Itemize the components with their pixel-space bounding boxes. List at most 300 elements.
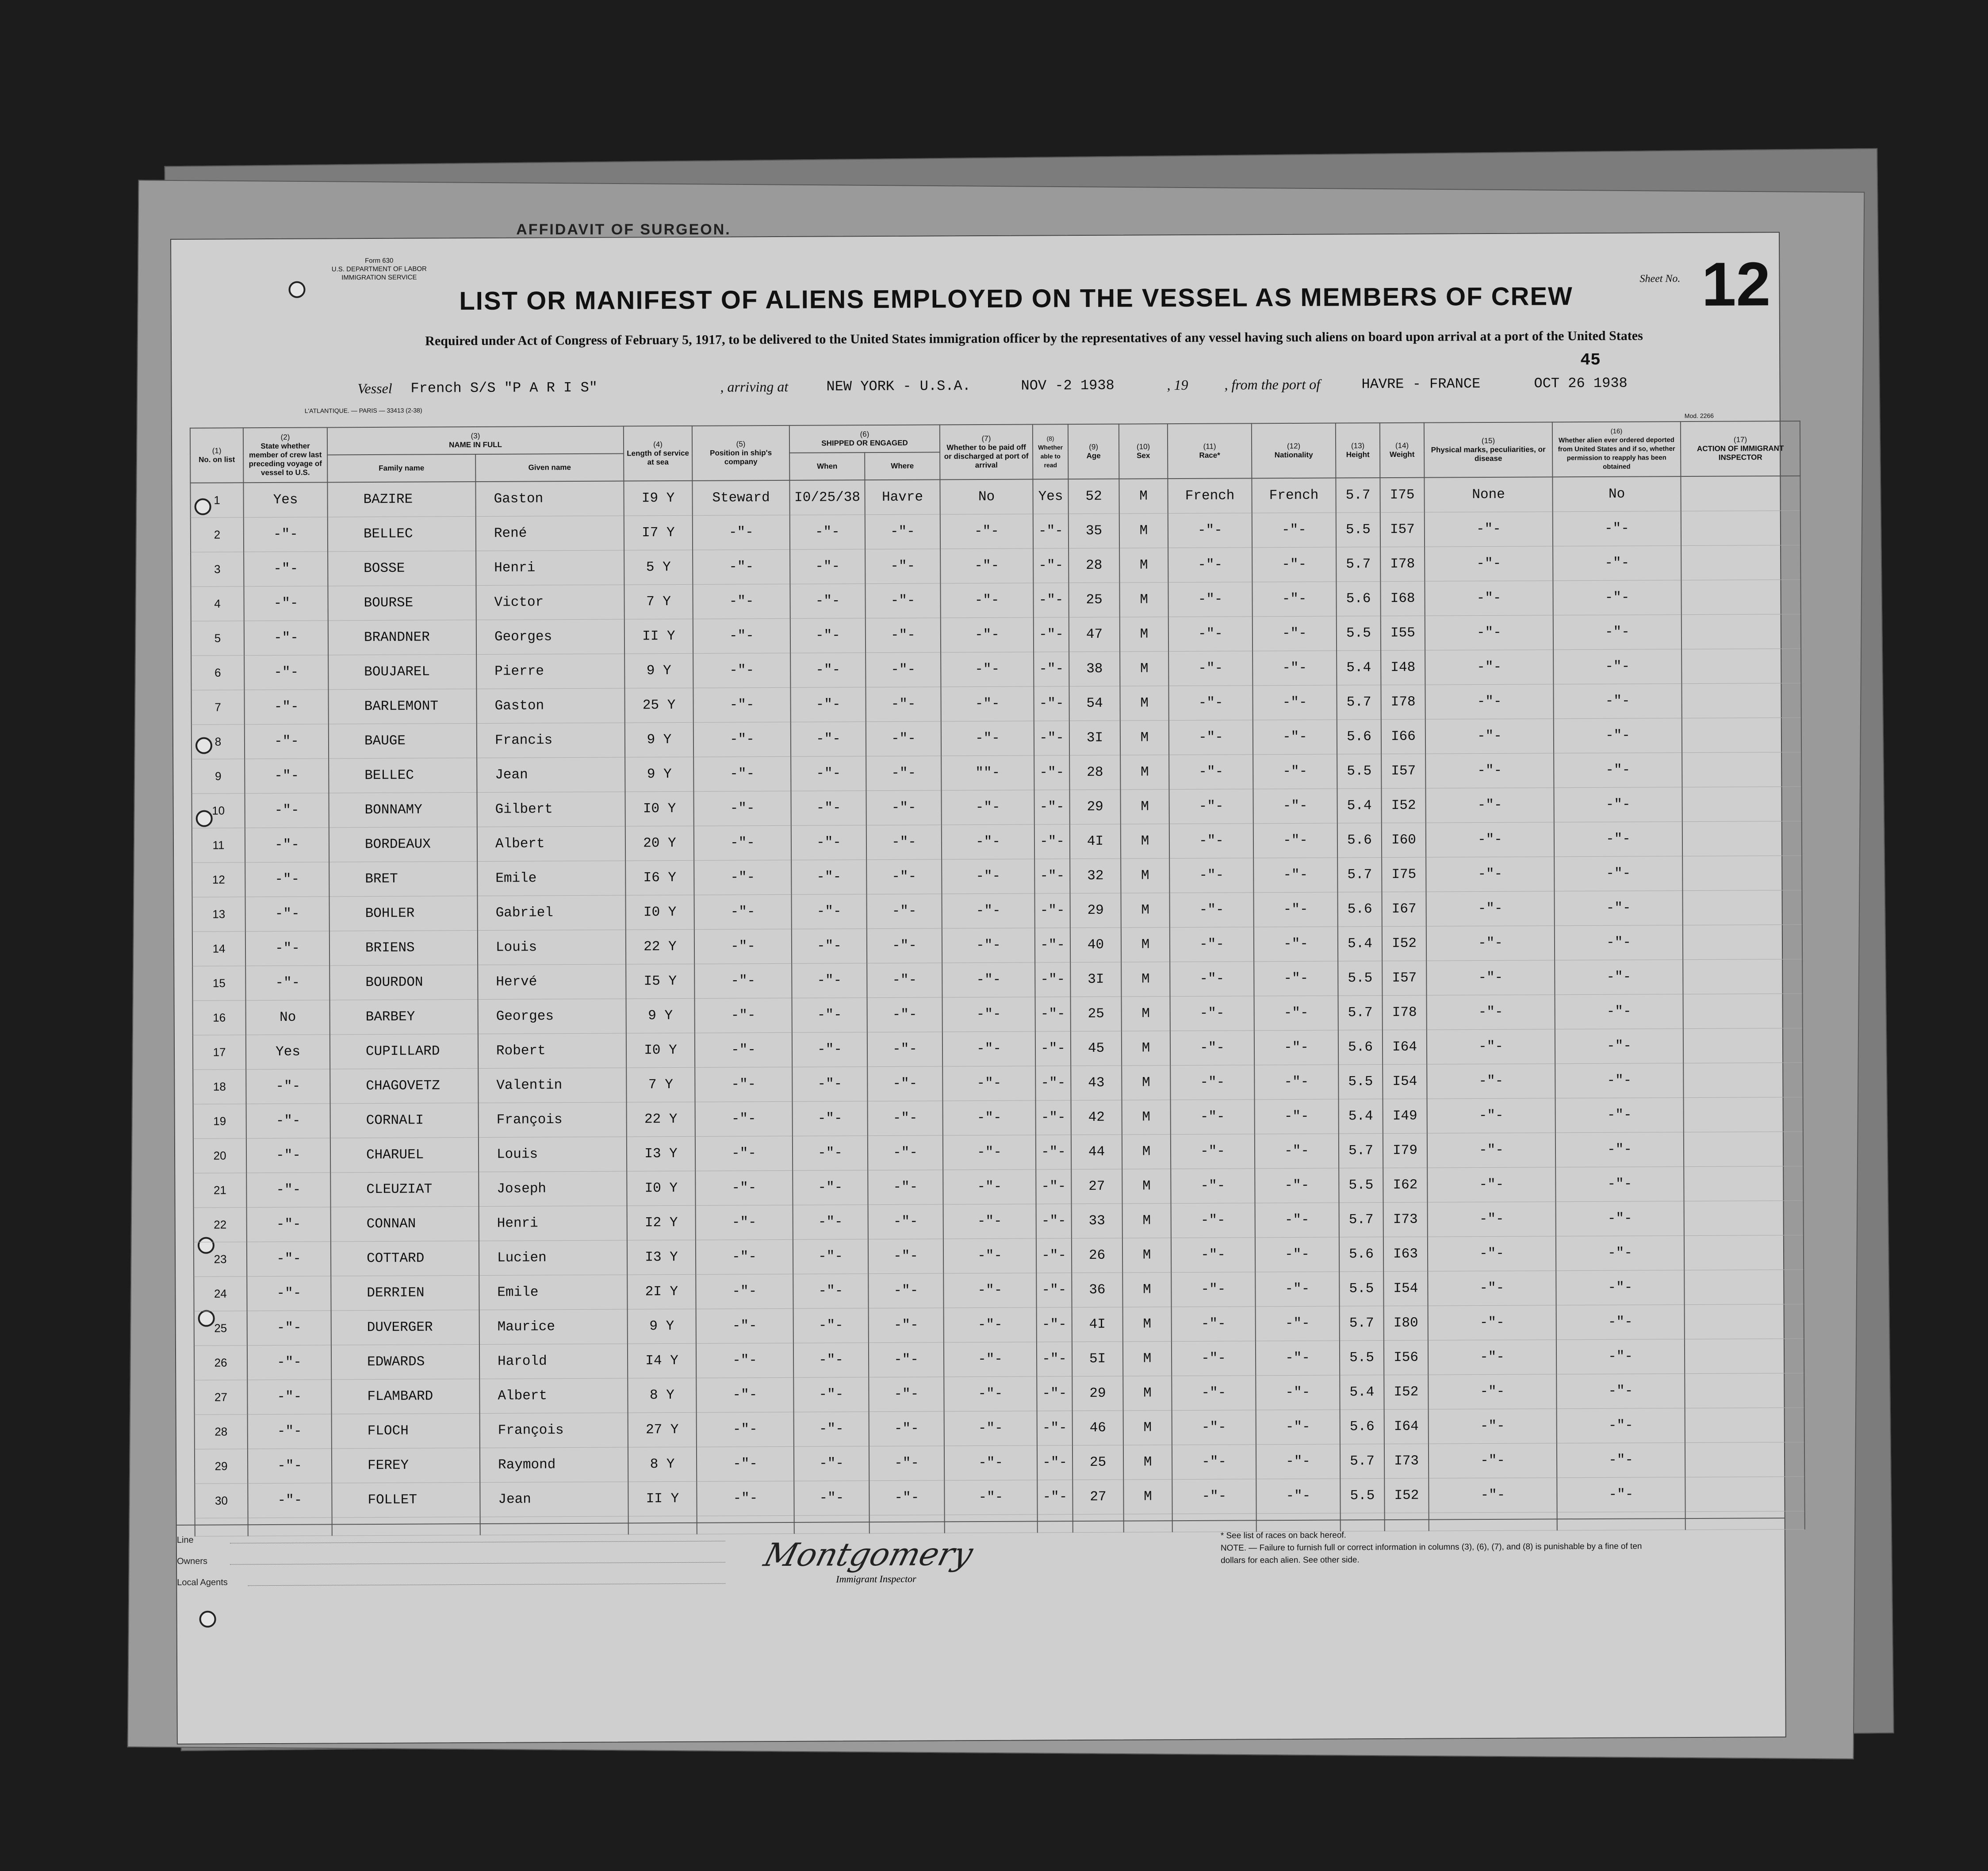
sex-cell: M [1122,1066,1170,1100]
given-name-cell: Emile [479,1275,627,1310]
length-of-service-cell: 25 Y [624,688,693,723]
paid-off-cell: -"- [941,790,1034,825]
shipped-where-cell: -"- [865,583,940,618]
given-name-cell: Robert [478,1033,626,1068]
length-of-service-cell: 20 Y [625,826,694,861]
nationality-cell: -"- [1253,720,1337,755]
given-name-cell: Harold [479,1344,628,1379]
position-cell: -"- [696,1274,793,1309]
family-name-cell: CHAGOVETZ [330,1068,478,1103]
height-cell: 5.7 [1340,1444,1384,1479]
previous-voyage-cell: -"- [245,759,329,794]
physical-marks-cell: -"- [1426,822,1554,857]
physical-marks-cell: None [1424,477,1552,512]
race-cell: -"- [1169,789,1253,824]
race-cell: -"- [1171,1203,1255,1238]
inspector-action-cell [1682,752,1801,787]
local-agents-label: Local Agents [177,1577,228,1587]
nationality-cell: -"- [1255,1203,1339,1238]
age-cell: 3I [1069,721,1120,755]
previous-voyage-cell: No [246,1000,330,1035]
nationality-cell: -"- [1256,1479,1340,1514]
able-to-read-cell: -"- [1034,652,1069,686]
previous-voyage-cell: -"- [247,1345,331,1380]
sex-cell: M [1121,859,1169,893]
able-to-read-cell: -"- [1034,755,1069,790]
physical-marks-cell: -"- [1427,1098,1555,1133]
family-name-cell: BARBEY [330,999,478,1034]
inspector-action-cell [1684,1235,1804,1270]
given-name-cell: Raymond [480,1447,628,1482]
col-header-no: (1) No. on list [190,428,244,483]
shipped-when-cell: -"- [792,1032,867,1067]
shipped-where-cell: -"- [869,1411,944,1446]
given-name-cell: Gaston [475,481,624,517]
paid-off-cell: -"- [942,962,1035,997]
row-number-cell: 27 [194,1380,247,1415]
age-cell: 28 [1069,548,1119,583]
deported-cell: -"- [1556,1201,1684,1236]
owners-label: Owners [176,1556,207,1566]
footer-notes [1221,1528,1663,1567]
race-cell: -"- [1168,686,1253,721]
row-number-cell: 11 [192,828,245,863]
family-name-cell: BELLEC [328,516,476,551]
shipped-when-cell: -"- [792,1067,867,1102]
age-cell: 36 [1072,1273,1122,1307]
shipped-when-cell: -"- [791,825,866,860]
nationality-cell: -"- [1252,582,1336,617]
deported-cell: -"- [1554,856,1682,891]
position-cell: -"- [694,929,792,964]
age-cell: 43 [1071,1066,1122,1100]
col-header-paid-off: (7) Whether to be paid off or discharged at port of arrival [940,424,1033,479]
shipped-where-cell: -"- [866,756,941,791]
shipped-where-cell: -"- [869,1308,944,1343]
weight-cell: I64 [1384,1409,1429,1444]
row-number-cell: 9 [192,759,245,794]
vessel-name: French S/S "P A R I S" [410,379,598,397]
given-name-cell: Hervé [478,964,626,999]
given-name-cell: Georges [478,999,626,1034]
physical-marks-cell: -"- [1427,1029,1555,1064]
from-label: , from the port of [1224,376,1321,393]
shipped-when-cell: -"- [790,515,865,550]
row-number-cell: 30 [195,1484,248,1518]
inspector-action-cell [1685,1338,1804,1373]
shipped-when-cell: -"- [791,722,866,757]
shipped-when-cell: -"- [791,791,866,826]
deported-cell: No [1552,476,1681,512]
able-to-read-cell: -"- [1035,928,1070,962]
form-identifier [304,256,454,282]
height-cell: 5.7 [1338,996,1383,1030]
length-of-service-cell: II Y [624,619,693,654]
row-number-cell: 14 [192,932,245,966]
nationality-cell: -"- [1253,616,1337,651]
length-of-service-cell: II Y [628,1481,697,1516]
age-cell: 5I [1072,1342,1123,1376]
row-number-cell: 28 [195,1415,248,1449]
length-of-service-cell: I0 Y [625,895,694,930]
given-name-cell: Georges [476,619,624,654]
height-cell: 5.5 [1339,1272,1383,1306]
family-name-cell: FEREY [332,1448,480,1483]
age-cell: 28 [1069,755,1120,790]
length-of-service-cell: I0 Y [625,791,693,826]
shipped-when-cell: -"- [792,963,867,998]
deported-cell: -"- [1556,1305,1685,1340]
shipped-where-cell: -"- [865,514,940,549]
inspector-action-cell [1685,1407,1804,1442]
row-number-cell: 1 [190,483,243,518]
col-header-physical-marks: (15) Physical marks, peculiarities, or disease [1424,422,1553,477]
family-name-cell: BELLEC [329,758,477,793]
family-name-cell: BOURDON [329,965,478,1000]
family-name-cell: CUPILLARD [330,1034,478,1069]
vessel-line [357,374,1773,403]
inspector-action-cell [1683,959,1802,994]
given-name-cell: Henri [476,550,624,585]
weight-cell: I66 [1381,719,1425,754]
nationality-cell: -"- [1255,1099,1339,1134]
deported-cell: -"- [1554,822,1682,857]
age-cell: 32 [1070,859,1121,893]
given-name-cell: Joseph [479,1171,627,1206]
weight-cell: I54 [1383,1064,1427,1099]
physical-marks-cell: -"- [1427,995,1555,1030]
weight-cell: I52 [1382,926,1426,961]
race-cell: -"- [1169,893,1253,928]
nationality-cell: -"- [1255,1134,1339,1169]
nationality-cell: -"- [1253,651,1337,686]
paid-off-cell: -"- [943,1238,1036,1273]
shipped-when-cell: -"- [794,1481,869,1516]
able-to-read-cell: -"- [1035,1031,1071,1066]
printer-line: L'ATLANTIQUE. — PARIS — 33413 (2-38) [304,406,422,414]
row-number-cell: 3 [191,552,244,587]
paid-off-cell: ""- [941,755,1034,790]
physical-marks-cell: -"- [1425,615,1553,650]
previous-voyage-cell: -"- [247,1242,331,1277]
length-of-service-cell: 8 Y [628,1378,696,1413]
penalty-note: NOTE. — Failure to furnish full or correct information in columns (3), (6), (7), and (8) is punishable by a fine of ten dollars for each alien. See other side. [1220,1541,1642,1565]
race-cell: -"- [1172,1445,1256,1480]
length-of-service-cell: I7 Y [624,515,693,550]
sex-cell: M [1120,686,1168,721]
physical-marks-cell: -"- [1427,1064,1555,1099]
arriving-label: , arriving at [720,378,789,395]
punch-hole [199,1611,216,1628]
age-cell: 3I [1070,962,1121,997]
shipped-where-cell: -"- [867,928,942,963]
legal-requirement: Required under Act of Congress of February 5, 1917, to be delivered to the United States immigration officer by the representatives of any vessel having such aliens on board upon arrival at a port of the United States [425,328,1643,349]
previous-voyage-cell: Yes [246,1035,330,1070]
family-name-cell: CHARUEL [330,1137,479,1172]
physical-marks-cell: -"- [1425,788,1554,823]
sex-cell: M [1122,1100,1171,1135]
sex-cell: M [1119,548,1168,583]
previous-voyage-cell: -"- [246,1104,330,1139]
given-name-cell: Gilbert [477,792,625,827]
weight-cell: I52 [1384,1478,1429,1513]
deported-cell: -"- [1556,1270,1684,1305]
manifest-title: LIST OR MANIFEST OF ALIENS EMPLOYED ON THE VESSEL AS MEMBERS OF CREW [459,282,1573,316]
able-to-read-cell: -"- [1034,617,1069,652]
previous-voyage-cell: -"- [245,862,329,897]
service-name: IMMIGRATION SERVICE [341,273,417,282]
physical-marks-cell: -"- [1428,1236,1556,1271]
weight-cell: I54 [1383,1271,1428,1306]
deported-cell: -"- [1554,718,1682,753]
able-to-read-cell: -"- [1037,1480,1073,1514]
age-cell: 35 [1069,514,1119,548]
paid-off-cell: -"- [942,1031,1035,1066]
sex-cell: M [1122,997,1170,1031]
departure-date: OCT 26 1938 [1534,375,1628,392]
race-cell: -"- [1171,1134,1255,1169]
height-cell: 5.5 [1338,1065,1383,1099]
family-name-cell: BONNAMY [329,792,477,827]
inspector-action-cell [1685,1476,1804,1511]
col-header-length-service: (4) Length of service at sea [624,426,693,481]
weight-cell: I78 [1383,995,1427,1030]
able-to-read-cell: -"- [1034,859,1070,893]
row-number-cell: 8 [192,725,245,759]
sex-cell: M [1120,790,1169,824]
inspector-action-cell [1684,1097,1803,1132]
col-header-read: (8) Whether able to read [1033,424,1069,479]
able-to-read-cell: -"- [1035,997,1071,1031]
able-to-read-cell: -"- [1037,1342,1072,1376]
shipped-when-cell: -"- [793,1377,869,1412]
length-of-service-cell: 7 Y [624,584,693,619]
department-name: U.S. DEPARTMENT OF LABOR [331,265,427,273]
vessel-label: Vessel [357,380,392,397]
inspector-action-cell [1682,614,1801,649]
nationality-cell: -"- [1253,858,1337,893]
sex-cell: M [1122,1169,1171,1204]
position-cell: -"- [693,722,791,757]
nationality-cell: French [1252,478,1336,513]
year-printed: , 19 [1167,376,1188,393]
race-cell: -"- [1172,1307,1256,1342]
given-name-cell: Maurice [479,1309,628,1344]
inspector-action-cell [1683,1028,1803,1063]
able-to-read-cell: -"- [1034,686,1069,721]
age-cell: 25 [1073,1445,1123,1480]
row-number-cell: 19 [193,1104,246,1139]
position-cell: -"- [696,1205,793,1240]
race-cell: -"- [1171,1238,1255,1273]
nationality-cell: -"- [1252,513,1336,548]
inspector-action-cell [1682,683,1801,718]
able-to-read-cell: -"- [1036,1135,1071,1169]
age-cell: 27 [1073,1480,1123,1514]
previous-voyage-cell: Yes [243,482,327,517]
given-name-cell: Henri [479,1206,627,1241]
inspector-action-cell [1681,579,1800,614]
length-of-service-cell: 7 Y [626,1067,695,1102]
length-of-service-cell: I0 Y [627,1171,695,1206]
nationality-cell: -"- [1256,1341,1340,1376]
position-cell: -"- [695,1067,792,1102]
able-to-read-cell: -"- [1034,790,1069,824]
inspector-action-cell [1684,1269,1804,1304]
weight-cell: I75 [1380,478,1424,513]
signature-caption: Immigrant Inspector [836,1573,916,1585]
physical-marks-cell: -"- [1428,1340,1556,1375]
weight-cell: I73 [1383,1202,1428,1237]
able-to-read-cell: -"- [1035,962,1070,997]
row-number-cell: 24 [194,1277,247,1311]
height-cell: 5.5 [1340,1479,1384,1513]
length-of-service-cell: 9 Y [628,1309,696,1344]
able-to-read-cell: -"- [1036,1238,1072,1273]
shipped-where-cell: -"- [866,652,941,687]
position-cell: -"- [695,998,792,1033]
height-cell: 5.5 [1339,1168,1383,1203]
shipped-when-cell: -"- [794,1446,869,1481]
able-to-read-cell: -"- [1036,1204,1072,1238]
inspector-action-cell [1681,510,1800,545]
paid-off-cell: -"- [940,583,1033,618]
inspector-action-cell [1682,821,1802,856]
physical-marks-cell: -"- [1427,1133,1555,1168]
weight-cell: I78 [1381,685,1425,719]
paid-off-cell: -"- [944,1376,1037,1411]
row-number-cell: 16 [193,1001,246,1035]
age-cell: 4I [1072,1307,1123,1342]
length-of-service-cell: 9 Y [625,757,693,792]
family-name-cell: BORDEAUX [329,827,477,862]
shipped-where-cell: -"- [868,1239,943,1274]
weight-cell: I79 [1383,1133,1427,1168]
shipped-when-cell: -"- [793,1136,868,1171]
shipped-where-cell: -"- [869,1377,944,1412]
shipped-where-cell: -"- [868,1204,943,1239]
length-of-service-cell: I2 Y [627,1205,696,1240]
race-cell: -"- [1171,1272,1255,1307]
shipped-when-cell: -"- [794,1412,869,1447]
position-cell: -"- [697,1412,794,1447]
weight-cell: I56 [1384,1340,1428,1375]
sex-cell: M [1120,721,1169,755]
previous-voyage-cell: -"- [244,517,328,552]
paid-off-cell: -"- [943,1100,1036,1135]
position-cell: -"- [693,791,791,826]
height-cell: 5.7 [1336,478,1380,513]
sex-cell: M [1123,1445,1172,1480]
weight-cell: I75 [1382,857,1426,892]
shipped-when-cell: -"- [790,653,866,688]
form-number: Form 630 [365,257,394,265]
shipped-when-cell: -"- [792,929,867,964]
height-cell: 5.6 [1337,892,1382,927]
weight-cell: I57 [1380,512,1425,547]
arrival-date: NOV -2 1938 [1021,377,1115,394]
height-cell: 5.4 [1337,651,1381,685]
shipped-where-cell: -"- [868,1135,943,1170]
row-number-cell: 10 [192,794,245,828]
from-port: HAVRE - FRANCE [1361,376,1481,393]
col-header-nationality: (12) Nationality [1252,423,1336,479]
position-cell: -"- [693,584,790,619]
given-name-cell: Jean [477,757,625,792]
weight-cell: I62 [1383,1168,1427,1202]
inspector-action-cell [1684,1166,1803,1201]
row-number-cell: 12 [192,863,245,897]
shipped-where-cell: -"- [866,790,941,825]
height-cell: 5.6 [1338,1030,1383,1065]
previous-voyage-cell: -"- [247,1311,331,1346]
nationality-cell: -"- [1256,1375,1340,1410]
family-name-cell: BAZIRE [327,482,475,517]
paid-off-cell: -"- [943,1204,1036,1239]
length-of-service-cell: I0 Y [626,1033,695,1068]
sex-cell: M [1123,1480,1172,1514]
able-to-read-cell: -"- [1037,1376,1072,1411]
given-name-cell: François [479,1102,627,1137]
sex-cell: M [1123,1411,1172,1445]
age-cell: 29 [1070,893,1121,928]
inspector-action-cell [1682,648,1801,683]
paid-off-cell: -"- [940,514,1033,549]
race-cell: -"- [1172,1376,1256,1411]
row-number-cell: 13 [192,897,245,932]
length-of-service-cell: 27 Y [628,1412,697,1447]
paid-off-cell: -"- [944,1480,1037,1515]
previous-voyage-cell: -"- [245,724,329,759]
deported-cell: -"- [1556,1374,1685,1409]
nationality-cell: -"- [1252,547,1336,582]
family-name-cell: CLEUZIAT [330,1172,479,1207]
row-number-cell: 22 [194,1208,247,1242]
shipped-where-cell: -"- [867,1066,942,1101]
race-cell: -"- [1172,1410,1256,1445]
shipped-when-cell: -"- [790,687,866,722]
col-header-inspector-action: (17) ACTION OF IMMIGRANT INSPECTOR [1681,421,1800,476]
weight-cell: I80 [1384,1306,1428,1340]
physical-marks-cell: -"- [1425,753,1554,788]
col-header-weight: (14) Weight [1380,423,1425,478]
position-cell: -"- [693,549,790,584]
deported-cell: -"- [1553,615,1682,650]
paid-off-cell: -"- [940,548,1033,583]
height-cell: 5.7 [1336,547,1380,582]
shipped-when-cell: -"- [791,894,866,929]
shipped-when-cell: -"- [793,1205,868,1240]
affidavit-heading: AFFIDAVIT OF SURGEON. [516,221,731,238]
paid-off-cell: -"- [944,1342,1037,1377]
physical-marks-cell: -"- [1426,891,1554,926]
row-number-cell: 25 [194,1311,247,1346]
inspector-action-cell [1683,993,1802,1028]
length-of-service-cell: 2I Y [627,1274,696,1309]
col-header-shipped: (6) SHIPPED OR ENGAGED [789,425,940,452]
col-header-given-name: Given name [475,454,624,482]
shipped-when-cell: -"- [793,1308,869,1343]
local-agents-field [248,1583,725,1586]
height-cell: 5.4 [1338,927,1382,961]
inspector-action-cell [1681,476,1800,511]
inspector-action-cell [1685,1304,1804,1339]
race-cell: -"- [1168,513,1252,548]
deported-cell: -"- [1555,960,1683,995]
previous-voyage-cell: -"- [245,966,329,1001]
age-cell: 52 [1068,479,1119,514]
col-header-previous-voyage: (2) State whether member of crew last preceding voyage of vessel to U.S. [243,427,328,483]
